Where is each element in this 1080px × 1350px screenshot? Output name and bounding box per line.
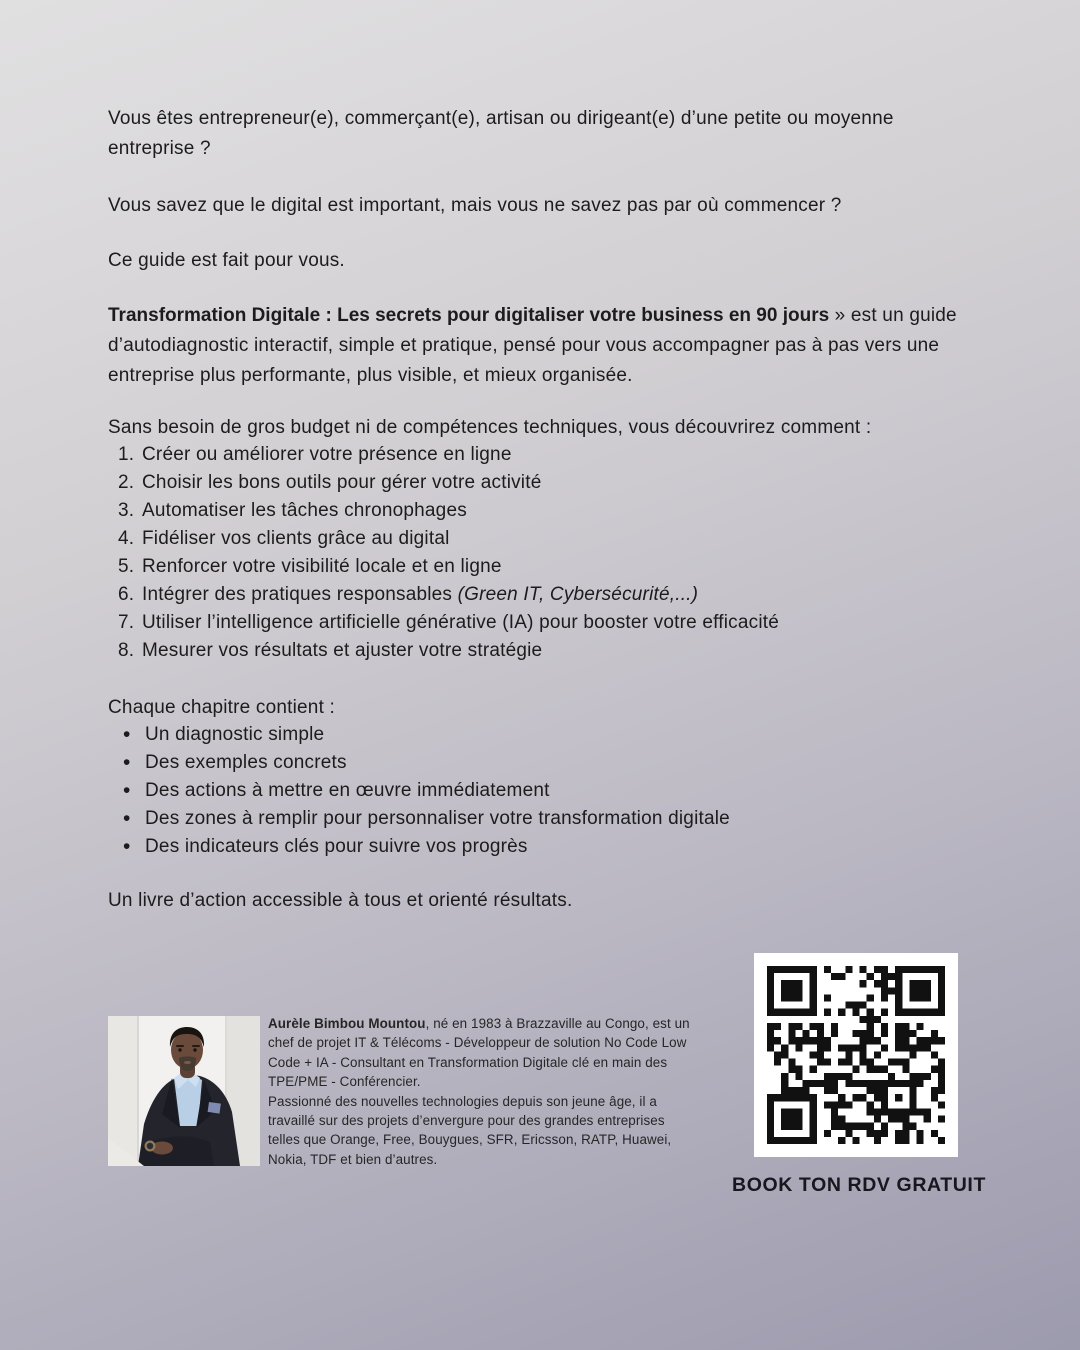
closing-line: Un livre d’action accessible à tous et orienté résultats. — [108, 890, 573, 911]
list-item: Renforcer votre visibilité locale et en ligne — [142, 556, 502, 577]
book-description-rest: » est un guide d’autodiagnostic interactif, simple et pratique, pensé pour vous accompagner pas à pas vers une entreprise plus performante, plus visible, et mieux organisée. — [108, 305, 957, 386]
list-item: Utiliser l’intelligence artificielle générative (IA) pour booster votre efficacité — [142, 612, 779, 633]
intro-paragraph-guide: Ce guide est fait pour vous. — [108, 250, 345, 271]
chapters-intro: Chaque chapitre contient : — [108, 697, 336, 718]
list-item: • Un diagnostic simple — [108, 721, 980, 749]
list-item: • Des actions à mettre en œuvre immédiatement — [108, 777, 980, 805]
author-bio-block-1 — [268, 1014, 700, 1092]
list-item: Mesurer vos résultats et ajuster votre stratégie — [142, 640, 543, 661]
intro-paragraph-audience: Vous êtes entrepreneur(e), commerçant(e), artisan ou dirigeant(e) d’une petite ou moyenne entreprise ? — [108, 108, 894, 159]
list-item: Fidéliser vos clients grâce au digital — [142, 528, 450, 549]
author-photo — [108, 1016, 260, 1166]
cta-label[interactable]: BOOK TON RDV GRATUIT — [732, 1174, 986, 1196]
qr-code[interactable] — [754, 953, 958, 1157]
list-item-italic-note: (Green IT, Cybersécurité,...) — [457, 584, 699, 605]
intro-paragraph-question: Vous savez que le digital est important, mais vous ne savez pas par où commencer ? — [108, 195, 842, 216]
author-name: Aurèle Bimbou Mountou — [268, 1016, 426, 1031]
list-item: Automatiser les tâches chronophages — [142, 500, 467, 521]
list-item: Créer ou améliorer votre présence en ligne — [142, 444, 512, 465]
book-description — [108, 301, 980, 391]
discover-list — [108, 441, 980, 665]
book-title: Transformation Digitale : Les secrets pour digitaliser votre business en 90 jours — [108, 305, 830, 326]
author-portrait-illustration — [108, 1016, 260, 1166]
chapters-list — [108, 721, 980, 861]
list-item: Intégrer des pratiques responsables (Green IT, Cybersécurité,...) — [142, 584, 699, 605]
author-bio-text: , né en 1983 à Brazzaville au Congo, est un chef de projet IT & Télécoms - Développeur de solution No Code Low Code + IA - Consultant en Transformation Digitale clé en main des TPE/PME - Conférencier. — [268, 1016, 690, 1090]
author-bio — [268, 1014, 700, 1169]
list-item: • Des exemples concrets — [108, 749, 980, 777]
list-item: • Des indicateurs clés pour suivre vos progrès — [108, 833, 980, 861]
list-item: • Des zones à remplir pour personnaliser votre transformation digitale — [108, 805, 980, 833]
discover-intro: Sans besoin de gros budget ni de compétences techniques, vous découvrirez comment : — [108, 417, 872, 438]
list-item: Choisir les bons outils pour gérer votre activité — [142, 472, 542, 493]
qr-module-grid — [767, 966, 945, 1144]
author-bio-block-2: Passionné des nouvelles technologies depuis son jeune âge, il a travaillé sur des projets d’envergure pour des grandes entreprises telles que Orange, Free, Bouygues, SFR, Ericsson, RATP, Huawei, Nokia, TDF et bien d’autres. — [268, 1093, 672, 1167]
